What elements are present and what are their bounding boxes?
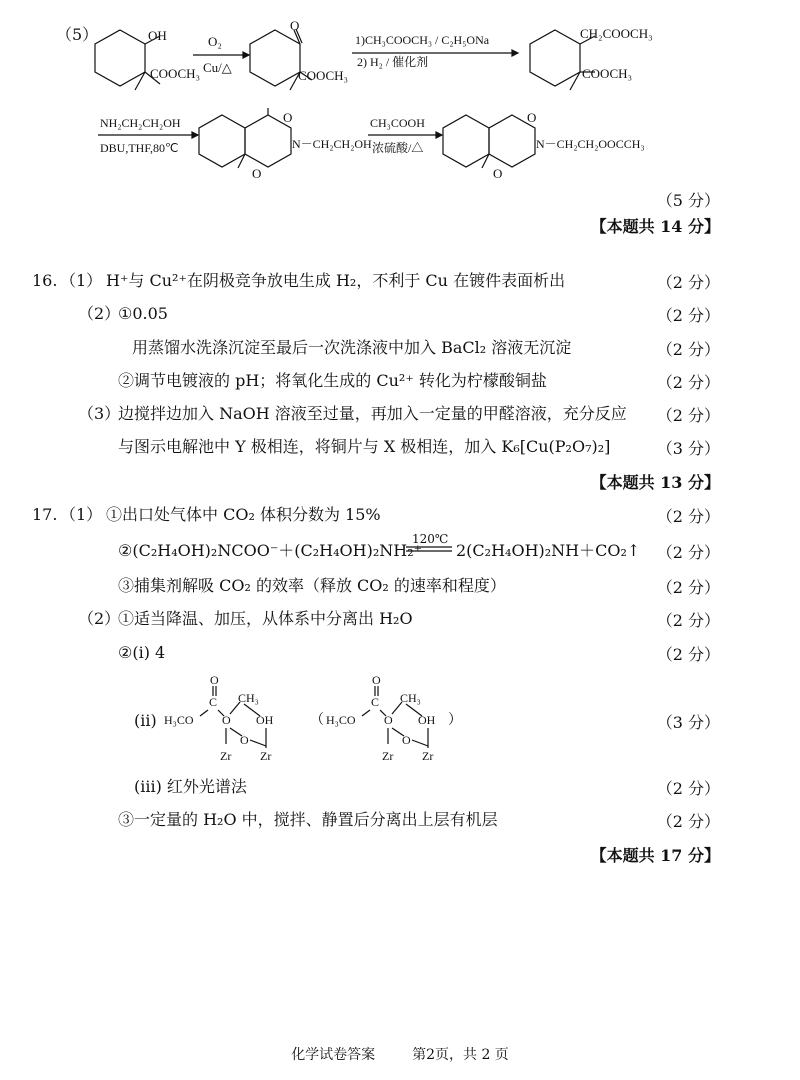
s2-h3co: H₃CO <box>326 713 356 727</box>
q17-l3-score: （2 分） <box>656 578 720 597</box>
intermediate-3-structure <box>199 108 372 181</box>
intermediate-1-structure <box>250 18 348 90</box>
s2-zr1: Zr <box>382 749 394 763</box>
s2-ch3: CH₃ <box>400 691 421 705</box>
intermediate-2-structure <box>530 26 653 90</box>
q16-l5-score: （2 分） <box>656 406 720 425</box>
int2-side-chain: CH₂COOCH₃ <box>580 26 653 41</box>
q17-l1-score: （2 分） <box>656 507 720 526</box>
q17-l8-text: ③一定量的 H₂O 中，搅拌、静置后分离出上层有机层 <box>118 810 498 829</box>
r4-reagent-bottom: 浓硫酸/△ <box>372 141 424 155</box>
q17-l6-score: （3 分） <box>656 713 720 732</box>
int3-n-chain: N－CH₂CH₂OH <box>292 137 372 151</box>
q16-total: 【本题共 13 分】 <box>590 473 720 492</box>
s2-oh: OH <box>418 713 436 727</box>
sm-oh-label: OH <box>148 28 167 43</box>
starting-material-structure <box>95 28 200 90</box>
structure-2 <box>326 673 462 763</box>
prod-o-bottom: O <box>493 166 503 181</box>
s1-ch3: CH₃ <box>238 691 259 705</box>
q16-l2-label: （2） <box>78 304 121 323</box>
q16-l2-text: ①0.05 <box>118 304 168 323</box>
q17-l5-text: ②(i) 4 <box>118 643 166 662</box>
q17-l1-label: （1） <box>60 505 103 524</box>
s2-c: C <box>371 695 380 709</box>
r2-reagent-top: 1)CH₃COOCH₃ / C₂H₅ONa <box>355 33 490 47</box>
s1-o-mid: O <box>240 733 249 747</box>
q17-l4-text: ①适当降温、加压，从体系中分离出 H₂O <box>118 609 413 628</box>
q15-part-label: （5） <box>56 25 99 44</box>
q17-l2-left: ②(C₂H₄OH)₂NCOO⁻＋(C₂H₄OH)₂NH₂⁺ <box>118 541 423 560</box>
int1-ketone-o: O <box>290 18 300 33</box>
r4-reagent-top: CH₃COOH <box>370 116 425 130</box>
s1-o-top: O <box>210 673 219 687</box>
q16-l3-text: 用蒸馏水洗涤沉淀至最后一次洗涤液中加入 BaCl₂ 溶液无沉淀 <box>132 338 572 357</box>
s2-zr2: Zr <box>422 749 434 763</box>
q16-l4-score: （2 分） <box>656 373 720 392</box>
structure-1 <box>164 673 274 763</box>
prod-o-top: O <box>527 110 537 125</box>
q17-l3-text: ③捕集剂解吸 CO₂ 的效率（释放 CO₂ 的速率和程度） <box>118 576 506 595</box>
s1-h3co: H₃CO <box>164 713 194 727</box>
product-structure <box>443 110 645 181</box>
q16-l1-label: （1） <box>60 271 103 290</box>
q16-l1-text: H⁺与 Cu²⁺在阴极竞争放电生成 H₂，不利于 Cu 在镀件表面析出 <box>106 271 566 290</box>
q16-l3-score: （2 分） <box>656 340 720 359</box>
s2-o-mid: O <box>402 733 411 747</box>
int2-ester-label: COOCH₃ <box>582 66 633 81</box>
q15-score: （5 分） <box>656 191 720 210</box>
s2-o-top: O <box>372 673 381 687</box>
q15-total: 【本题共 14 分】 <box>590 217 720 236</box>
q17-number: 17. <box>32 505 58 524</box>
q15-reaction-scheme <box>0 0 800 200</box>
q17-l6-label: (ii) <box>134 711 157 730</box>
q17-l2-condition: 120℃ <box>412 532 449 546</box>
q16-l1-score: （2 分） <box>656 273 720 292</box>
r1-reagent-bottom: Cu/△ <box>203 60 232 75</box>
s2-o: O <box>384 713 393 727</box>
s1-c: C <box>209 695 218 709</box>
q17-l7-score: （2 分） <box>656 779 720 798</box>
zr-adsorption-structures <box>160 672 470 772</box>
r2-reagent-bottom: 2) H₂ / 催化剂 <box>357 55 429 69</box>
q17-l1-text: ①出口处气体中 CO₂ 体积分数为 15% <box>106 505 381 524</box>
s1-zr1: Zr <box>220 749 232 763</box>
s1-zr2: Zr <box>260 749 272 763</box>
q16-l6-score: （3 分） <box>656 439 720 458</box>
open-paren: （ <box>310 713 324 728</box>
r1-reagent-top: O₂ <box>208 34 222 49</box>
q17-l2-score: （2 分） <box>656 543 720 562</box>
close-paren: ） <box>448 713 462 728</box>
r3-reagent-bottom: DBU,THF,80℃ <box>100 141 179 155</box>
s1-oh: OH <box>256 713 274 727</box>
q17-l2-right: 2(C₂H₄OH)₂NH＋CO₂↑ <box>456 541 641 560</box>
q16-number: 16. <box>32 271 58 290</box>
q16-l5-text: 边搅拌边加入 NaOH 溶液至过量，再加入一定量的甲醛溶液，充分反应 <box>118 404 627 423</box>
equilibrium-double-line <box>406 546 452 552</box>
q17-l7-text: (iii) 红外光谱法 <box>134 777 247 796</box>
int3-o-bottom: O <box>252 166 262 181</box>
int1-ester-label: COOCH₃ <box>298 68 349 83</box>
page-footer <box>0 1044 800 1064</box>
s1-o: O <box>222 713 231 727</box>
q17-l4-score: （2 分） <box>656 611 720 630</box>
sm-ester-label: COOCH₃ <box>150 66 201 81</box>
q17-l5-score: （2 分） <box>656 645 720 664</box>
q17-total: 【本题共 17 分】 <box>590 846 720 865</box>
q16-l6-text: 与图示电解池中 Y 极相连，将铜片与 X 极相连，加入 K₆[Cu(P₂O₇)₂] <box>118 437 611 456</box>
q17-l8-score: （2 分） <box>656 812 720 831</box>
footer-page: 第2页，共 2 页 <box>412 1047 509 1063</box>
q17-l4-label: （2） <box>78 609 121 628</box>
q16-l5-label: （3） <box>78 404 121 423</box>
footer-title: 化学试卷答案 <box>291 1047 376 1063</box>
int3-o-top: O <box>283 110 293 125</box>
q16-l2-score: （2 分） <box>656 306 720 325</box>
r3-reagent-top: NH₂CH₂CH₂OH <box>100 116 181 130</box>
prod-n-chain: N－CH₂CH₂OOCCH₃ <box>536 137 645 151</box>
q16-l4-text: ②调节电镀液的 pH；将氧化生成的 Cu²⁺ 转化为柠檬酸铜盐 <box>118 371 547 390</box>
